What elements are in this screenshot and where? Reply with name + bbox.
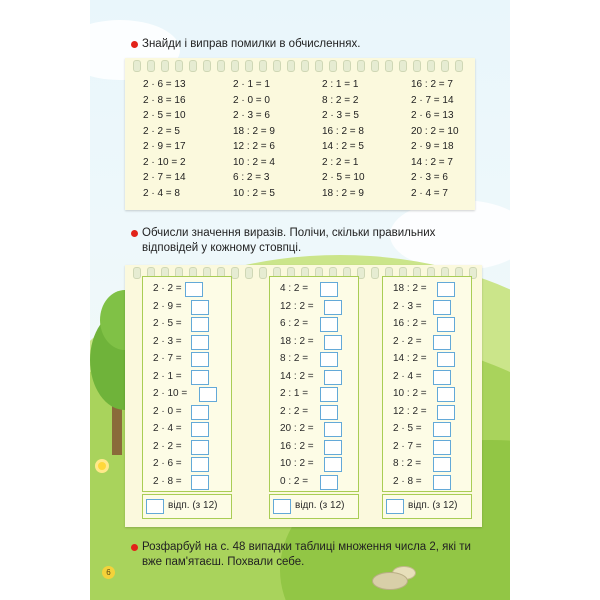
paper-hole (301, 60, 309, 72)
expression-row (383, 474, 471, 492)
answer-count-label: відп. (з 12) (168, 500, 218, 511)
expression-text: 14 : 2 = (393, 353, 427, 364)
flower-icon (98, 462, 106, 470)
calc-item[interactable]: 10 : 2 = 4 (233, 156, 275, 168)
expression-row (383, 299, 471, 317)
expression-text: 6 : 2 = (280, 318, 309, 329)
answer-input[interactable] (324, 300, 342, 315)
answer-input[interactable] (324, 457, 342, 472)
paper-holes (125, 58, 475, 72)
expression-text: 2 · 5 = (393, 423, 422, 434)
calc-item[interactable]: 2 · 6 = 13 (411, 110, 454, 121)
answer-input[interactable] (191, 475, 209, 490)
answer-input[interactable] (191, 300, 209, 315)
expression-text: 12 : 2 = (280, 300, 314, 312)
answer-input[interactable] (437, 352, 455, 367)
paper-hole (357, 60, 365, 72)
expression-text: 16 : 2 = (280, 440, 314, 452)
answer-input[interactable] (185, 282, 203, 297)
answer-input[interactable] (437, 405, 455, 420)
task3-instruction (142, 540, 471, 570)
expression-text: 2 · 2 = (153, 283, 182, 294)
expression-row (270, 474, 358, 492)
expression-row (143, 439, 231, 457)
paper-hole (133, 267, 141, 279)
task1-column-2 (233, 77, 275, 201)
calc-item[interactable]: 2 · 4 = 8 (143, 187, 180, 199)
task2-instruction-line2: відповідей у кожному стовпці. (142, 242, 302, 254)
calc-item[interactable]: 2 · 6 = 13 (143, 79, 186, 90)
task1-column-3 (322, 77, 365, 201)
task2-column-2 (269, 276, 359, 492)
task1-column-4 (411, 77, 459, 201)
calc-item[interactable]: 18 : 2 = 9 (322, 187, 364, 199)
answer-count-input[interactable] (273, 499, 291, 514)
calc-item[interactable]: 6 : 2 = 3 (233, 172, 270, 183)
expression-text: 2 : 2 = (280, 405, 309, 417)
expression-text: 16 : 2 = (393, 318, 427, 329)
answer-input[interactable] (433, 300, 451, 315)
paper-hole (455, 60, 463, 72)
calc-item[interactable]: 2 · 1 = 1 (233, 79, 270, 90)
task2-column-1 (142, 276, 232, 492)
expression-row (383, 456, 471, 474)
calc-item[interactable]: 2 · 7 = 14 (143, 172, 186, 183)
answer-input[interactable] (320, 317, 338, 332)
expression-text: 18 : 2 = (393, 283, 427, 294)
calc-item[interactable]: 2 · 5 = 10 (322, 172, 365, 183)
expression-text: 8 : 2 = (280, 353, 309, 364)
expression-text: 2 · 6 = (153, 458, 182, 469)
calc-item[interactable]: 2 · 3 = 5 (322, 110, 359, 121)
calc-item[interactable]: 10 : 2 = 5 (233, 187, 275, 199)
task-bullet (131, 544, 138, 551)
calc-item[interactable]: 2 · 3 = 6 (233, 110, 270, 121)
answer-input[interactable] (324, 370, 342, 385)
calc-item[interactable]: 2 · 8 = 16 (143, 94, 186, 106)
expression-row (383, 351, 471, 369)
expression-row (143, 351, 231, 369)
answer-input[interactable] (433, 440, 451, 455)
answer-input[interactable] (191, 440, 209, 455)
expression-text: 2 · 9 = (153, 300, 182, 312)
expression-row (143, 456, 231, 474)
answer-input[interactable] (433, 475, 451, 490)
task-bullet (131, 230, 138, 237)
calc-item[interactable]: 2 · 0 = 0 (233, 94, 270, 106)
rock (372, 572, 408, 590)
answer-input[interactable] (324, 422, 342, 437)
calc-item[interactable]: 2 · 7 = 14 (411, 94, 454, 106)
paper-hole (161, 60, 169, 72)
calc-item[interactable]: 12 : 2 = 6 (233, 141, 275, 152)
expression-text: 2 · 4 = (153, 423, 182, 434)
expression-row (143, 421, 231, 439)
calc-item[interactable]: 14 : 2 = 5 (322, 141, 364, 152)
expression-text: 4 : 2 = (280, 283, 309, 294)
paper-hole (315, 60, 323, 72)
answer-count-label: відп. (з 12) (295, 500, 345, 511)
paper-hole (147, 60, 155, 72)
calc-item[interactable]: 16 : 2 = 8 (322, 125, 364, 137)
paper-hole (385, 60, 393, 72)
paper-hole (343, 60, 351, 72)
paper-hole (175, 60, 183, 72)
task1-paper (125, 58, 475, 210)
answer-input[interactable] (433, 370, 451, 385)
paper-hole (231, 60, 239, 72)
answer-input[interactable] (437, 317, 455, 332)
paper-hole (287, 60, 295, 72)
answer-input[interactable] (320, 405, 338, 420)
task3-instruction-line2: вже пам'ятаєш. Похвали себе. (142, 556, 305, 568)
expression-text: 0 : 2 = (280, 475, 309, 487)
task2-paper (125, 265, 482, 527)
expression-text: 2 · 0 = (153, 405, 182, 417)
paper-hole (217, 60, 225, 72)
calc-item[interactable]: 2 · 9 = 17 (143, 141, 186, 152)
task2-instruction (142, 226, 435, 256)
answer-input[interactable] (433, 335, 451, 350)
expression-row (143, 369, 231, 387)
expression-text: 12 : 2 = (393, 405, 427, 417)
expression-row (383, 386, 471, 404)
expression-text: 2 : 1 = (280, 388, 309, 399)
paper-hole (329, 60, 337, 72)
expression-text: 2 · 5 = (153, 318, 182, 329)
expression-text: 20 : 2 = (280, 423, 314, 434)
paper-hole (427, 60, 435, 72)
expression-text: 2 · 3 = (153, 335, 182, 347)
expression-text: 2 · 2 = (153, 440, 182, 452)
expression-text: 2 · 7 = (393, 440, 422, 452)
calc-item[interactable]: 8 : 2 = 2 (322, 94, 359, 106)
task2-instruction-line1: Обчисли значення виразів. Полічи, скільки правильних (142, 227, 436, 239)
answer-input[interactable] (191, 457, 209, 472)
expression-row (270, 386, 358, 404)
calc-item[interactable]: 2 · 3 = 6 (411, 172, 448, 183)
expression-text: 2 · 8 = (393, 475, 422, 487)
calc-item[interactable]: 20 : 2 = 10 (411, 125, 459, 137)
expression-text: 2 · 7 = (153, 353, 182, 364)
answer-input[interactable] (320, 352, 338, 367)
answer-input[interactable] (191, 352, 209, 367)
answer-input[interactable] (191, 405, 209, 420)
expression-row (143, 281, 231, 299)
paper-hole (189, 60, 197, 72)
expression-row (383, 281, 471, 299)
answer-input[interactable] (191, 370, 209, 385)
expression-text: 2 · 2 = (393, 335, 422, 347)
task1-column-1 (143, 77, 186, 201)
expression-text: 10 : 2 = (393, 388, 427, 399)
calc-item[interactable]: 14 : 2 = 7 (411, 156, 453, 168)
expression-row (270, 281, 358, 299)
paper-hole (259, 60, 267, 72)
calc-item[interactable]: 2 · 2 = 5 (143, 125, 180, 137)
expression-row (143, 404, 231, 422)
calc-item[interactable]: 2 : 1 = 1 (322, 79, 359, 90)
paper-hole (245, 60, 253, 72)
expression-row (270, 316, 358, 334)
paper-hole (259, 267, 267, 279)
expression-row (383, 421, 471, 439)
answer-input[interactable] (320, 475, 338, 490)
paper-hole (231, 267, 239, 279)
expression-text: 14 : 2 = (280, 370, 314, 382)
expression-text: 2 · 4 = (393, 370, 422, 382)
expression-row (143, 474, 231, 492)
calc-item[interactable]: 2 : 2 = 1 (322, 156, 359, 168)
expression-row (270, 439, 358, 457)
paper-hole (133, 60, 141, 72)
calc-item[interactable]: 2 · 9 = 18 (411, 141, 454, 152)
expression-row (383, 439, 471, 457)
expression-text: 18 : 2 = (280, 335, 314, 347)
answer-input[interactable] (320, 282, 338, 297)
expression-text: 8 : 2 = (393, 458, 422, 469)
answer-input[interactable] (437, 282, 455, 297)
answer-input[interactable] (324, 335, 342, 350)
task-bullet (131, 41, 138, 48)
paper-hole (441, 60, 449, 72)
answer-input[interactable] (199, 387, 217, 402)
calc-item[interactable]: 2 · 10 = 2 (143, 156, 186, 168)
expression-text: 2 · 1 = (153, 370, 182, 382)
expression-row (270, 404, 358, 422)
paper-hole (245, 267, 253, 279)
expression-row (143, 299, 231, 317)
expression-row (383, 404, 471, 422)
paper-hole (399, 60, 407, 72)
expression-text: 2 · 3 = (393, 300, 422, 312)
page-number: 6 (102, 566, 115, 579)
answer-count-label: відп. (з 12) (408, 500, 458, 511)
paper-hole (273, 60, 281, 72)
expression-row (383, 334, 471, 352)
answer-input[interactable] (437, 387, 455, 402)
task3-instruction-line1: Розфарбуй на с. 48 випадки таблиці множення числа 2, які ти (142, 541, 471, 553)
calc-item[interactable]: 18 : 2 = 9 (233, 125, 275, 137)
expression-row (270, 421, 358, 439)
expression-row (383, 316, 471, 334)
paper-hole (203, 60, 211, 72)
expression-row (383, 369, 471, 387)
answer-count-box-2 (269, 494, 359, 519)
answer-count-box-3 (382, 494, 472, 519)
task1-instruction: Знайди і виправ помилки в обчисленнях. (142, 38, 361, 50)
calc-item[interactable]: 2 · 4 = 7 (411, 187, 448, 199)
answer-count-box-1 (142, 494, 232, 519)
answer-input[interactable] (191, 335, 209, 350)
expression-text: 2 · 8 = (153, 475, 182, 487)
calc-item[interactable]: 16 : 2 = 7 (411, 79, 453, 90)
expression-row (270, 369, 358, 387)
expression-row (143, 386, 231, 404)
expression-row (270, 351, 358, 369)
expression-row (270, 334, 358, 352)
expression-text: 2 · 10 = (153, 388, 188, 399)
expression-row (143, 334, 231, 352)
answer-count-input[interactable] (386, 499, 404, 514)
expression-row (270, 299, 358, 317)
answer-count-input[interactable] (146, 499, 164, 514)
answer-input[interactable] (433, 422, 451, 437)
expression-text: 10 : 2 = (280, 458, 314, 469)
answer-input[interactable] (324, 440, 342, 455)
answer-input[interactable] (191, 422, 209, 437)
answer-input[interactable] (433, 457, 451, 472)
paper-hole (413, 60, 421, 72)
paper-hole (371, 267, 379, 279)
paper-hole (371, 60, 379, 72)
expression-row (143, 316, 231, 334)
answer-input[interactable] (191, 317, 209, 332)
calc-item[interactable]: 2 · 5 = 10 (143, 110, 186, 121)
answer-input[interactable] (320, 387, 338, 402)
expression-row (270, 456, 358, 474)
task2-column-3 (382, 276, 472, 492)
